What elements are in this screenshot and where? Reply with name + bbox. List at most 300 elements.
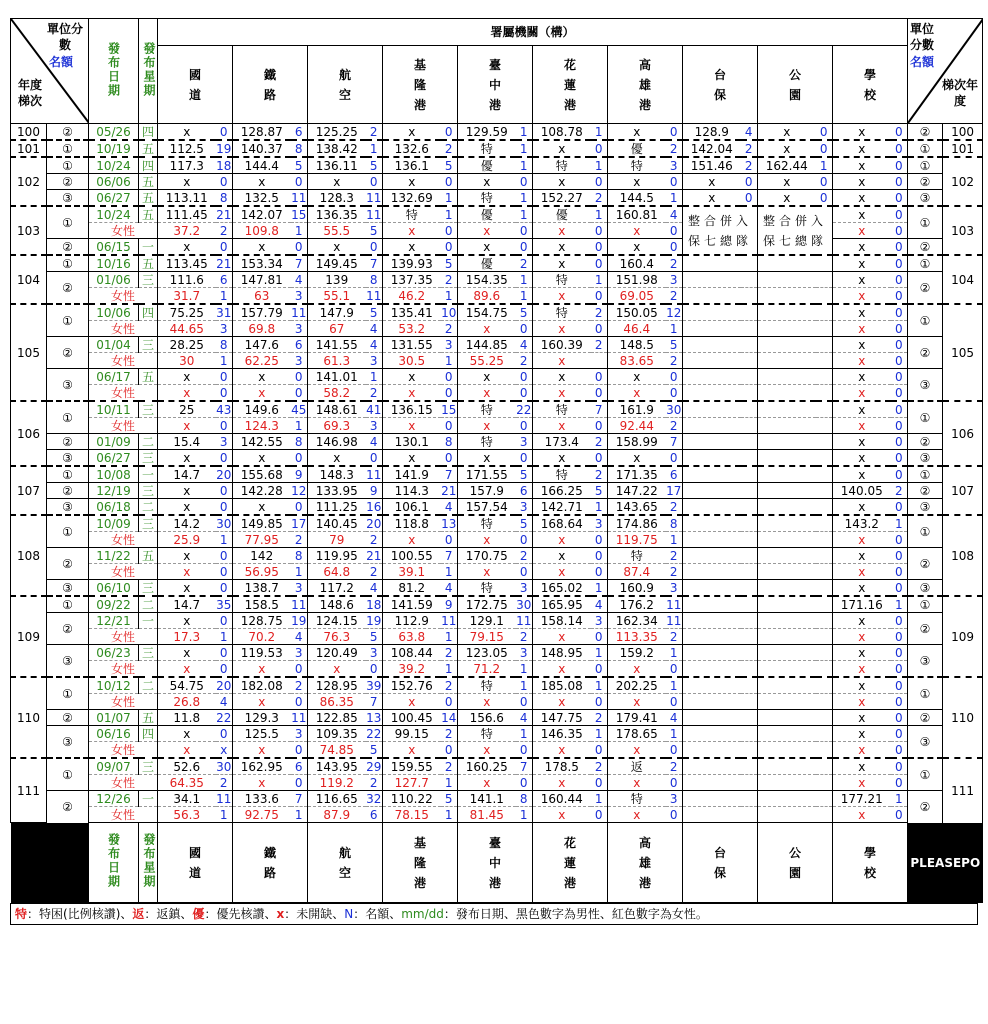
score-cell — [758, 434, 816, 450]
quota-cell: 45 — [291, 402, 307, 417]
quota-cell: 1 — [291, 418, 308, 434]
year-cell: 106 — [11, 401, 47, 466]
quota-cell: 4 — [441, 580, 458, 597]
quota-cell: 0 — [441, 418, 458, 434]
score-cell: 160.9 — [608, 580, 666, 597]
quota-cell: 0 — [516, 223, 533, 239]
quota-cell: 0 — [891, 288, 908, 305]
score-cell: x — [833, 580, 891, 597]
score-cell: 特 — [458, 140, 516, 157]
quota-cell — [741, 710, 758, 726]
score-cell: 149.45 — [308, 255, 366, 272]
quota-cell: 0 — [816, 174, 833, 190]
table-row — [11, 434, 983, 450]
quota-cell — [816, 775, 833, 791]
quota-cell: 4 — [366, 321, 383, 337]
legend-unopened-desc: ：未開缺、 — [284, 907, 345, 921]
quota-cell: 3 — [291, 353, 308, 369]
score-cell: x — [608, 385, 666, 402]
score-cell: 148.6 — [308, 596, 366, 613]
table-row — [11, 677, 983, 694]
table-row — [11, 418, 983, 434]
score-cell: 優 — [608, 140, 666, 157]
score-cell: x — [533, 532, 591, 548]
quota-cell: 22 — [516, 402, 532, 417]
quota-cell: 1 — [666, 532, 683, 548]
score-cell: 157.54 — [458, 499, 516, 516]
score-cell: x — [833, 694, 891, 710]
table-row — [11, 450, 983, 467]
quota-cell — [741, 694, 758, 710]
score-cell: x — [158, 499, 216, 516]
score-cell: x — [158, 418, 216, 434]
weekday-cell: 三 — [139, 450, 158, 467]
score-cell: 77.95 — [233, 532, 291, 548]
score-cell: 109.8 — [233, 223, 291, 239]
quota-cell: 22 — [216, 710, 232, 725]
quota-cell: 20 — [216, 467, 232, 482]
score-cell: 162.44 — [758, 157, 816, 174]
quota-cell: 11 — [366, 467, 382, 482]
weekday-cell: 一 — [139, 239, 158, 256]
stage-cell-right: ① — [908, 758, 943, 791]
corner-right — [908, 19, 983, 124]
quota-cell: 0 — [516, 418, 533, 434]
quota-cell: 0 — [366, 450, 383, 467]
score-cell: x — [833, 401, 891, 418]
date-cell: 06/17 — [89, 369, 139, 385]
score-cell: x — [458, 532, 516, 548]
quota-cell: 0 — [891, 450, 908, 467]
org-header-6: 高雄港 — [607, 46, 682, 123]
table-row — [11, 206, 983, 223]
stage-cell: ① — [47, 596, 89, 613]
table-row — [11, 548, 983, 564]
score-cell: 151.98 — [608, 272, 666, 288]
quota-cell — [741, 775, 758, 791]
quota-cell: 0 — [591, 532, 608, 548]
score-cell: 99.15 — [383, 726, 441, 742]
score-cell — [758, 515, 816, 532]
score-cell: x — [158, 742, 216, 759]
score-cell — [758, 758, 816, 775]
date-cell: 01/09 — [89, 434, 139, 450]
quota-cell: 13 — [441, 516, 457, 531]
stage-cell-right: ① — [908, 255, 943, 272]
score-cell: 54.75 — [158, 677, 216, 694]
weekday-cell: 五 — [139, 548, 158, 564]
quota-cell: 0 — [516, 369, 533, 385]
table-row — [11, 532, 983, 548]
quota-cell: 1 — [441, 807, 458, 823]
quota-cell: 1 — [291, 564, 308, 580]
score-cell: 64.8 — [308, 564, 366, 580]
score-cell — [683, 483, 741, 499]
score-cell: 147.81 — [233, 272, 291, 288]
score-cell: 139.93 — [383, 255, 441, 272]
score-cell: 44.65 — [158, 321, 216, 337]
quota-cell: 0 — [891, 369, 908, 385]
score-cell: x — [833, 337, 891, 353]
score-cell: 119.95 — [308, 548, 366, 564]
score-cell: x — [833, 206, 891, 223]
quota-cell: 15 — [441, 402, 457, 417]
score-cell: 165.95 — [533, 596, 591, 613]
stage-cell: ② — [47, 548, 89, 580]
score-cell — [758, 645, 816, 661]
quota-cell: 8 — [366, 272, 383, 288]
stage-cell: ③ — [47, 190, 89, 207]
quota-cell: 1 — [666, 321, 683, 337]
quota-cell: 1 — [441, 353, 458, 369]
quota-cell: 2 — [216, 223, 233, 239]
score-cell: x — [383, 532, 441, 548]
score-cell: x — [833, 613, 891, 629]
year-cell: 108 — [11, 515, 47, 596]
score-cell: x — [308, 239, 366, 256]
score-cell — [758, 613, 816, 629]
quota-cell — [741, 742, 758, 759]
stage-cell-right: ③ — [908, 190, 943, 207]
quota-cell: 4 — [666, 206, 683, 223]
quota-cell: 1 — [591, 726, 608, 742]
weekday-cell: 一 — [139, 613, 158, 629]
stage-cell: ① — [47, 140, 89, 157]
footer-org-header-0: 國道 — [188, 845, 201, 880]
score-cell: 61.3 — [308, 353, 366, 369]
score-cell: 158.14 — [533, 613, 591, 629]
quota-cell: 5 — [516, 304, 533, 321]
quota-cell: 0 — [516, 321, 533, 337]
quota-cell: 5 — [366, 223, 383, 239]
score-cell: x — [533, 321, 591, 337]
footer-org-header — [158, 823, 908, 903]
score-cell: 89.6 — [458, 288, 516, 305]
score-cell — [683, 807, 741, 823]
quota-cell: 11 — [666, 597, 682, 612]
score-cell — [758, 807, 816, 823]
score-cell: x — [458, 564, 516, 580]
quota-cell: 1 — [891, 791, 908, 807]
quota-cell: 1 — [591, 272, 608, 288]
org-header-4: 臺中港 — [457, 46, 532, 123]
score-cell: x — [833, 710, 891, 726]
score-cell: x — [233, 385, 291, 402]
score-cell — [758, 483, 816, 499]
quota-cell: 13 — [366, 710, 382, 725]
score-cell: x — [833, 369, 891, 385]
date-cell: 10/09 — [89, 515, 139, 532]
score-cell: x — [833, 239, 891, 256]
date-cell: 01/07 — [89, 710, 139, 726]
quota-cell: 0 — [891, 190, 908, 207]
score-cell: x — [308, 661, 366, 678]
merged-note-cell — [758, 206, 833, 255]
quota-cell: 11 — [216, 791, 232, 806]
quota-cell: 1 — [666, 645, 683, 661]
footer-org-header-7: 台保 — [682, 823, 757, 902]
stage-cell-right: ① — [908, 304, 943, 337]
quota-cell — [816, 369, 833, 385]
score-cell: x — [383, 174, 441, 190]
score-cell: 87.9 — [308, 807, 366, 823]
score-cell: 151.46 — [683, 157, 741, 174]
quota-cell — [816, 596, 833, 613]
score-cell: 127.7 — [383, 775, 441, 791]
score-cell: x — [158, 580, 216, 597]
quota-cell: 1 — [216, 353, 233, 369]
quota-cell: 0 — [291, 239, 308, 256]
quota-cell: 4 — [516, 337, 533, 353]
score-cell: 特 — [383, 206, 441, 223]
score-cell: 178.5 — [533, 758, 591, 775]
weekday-cell: 二 — [139, 596, 158, 613]
date-cell: 06/10 — [89, 580, 139, 597]
quota-cell: 0 — [516, 385, 533, 402]
quota-cell: 3 — [291, 726, 308, 742]
quota-cell: 0 — [891, 645, 908, 661]
score-cell: x — [608, 661, 666, 678]
score-cell: 58.2 — [308, 385, 366, 402]
quota-cell: 22 — [366, 726, 382, 741]
quota-cell: 11 — [291, 710, 307, 725]
quota-cell: 0 — [591, 661, 608, 678]
quota-cell — [741, 807, 758, 823]
quota-cell: 2 — [666, 418, 683, 434]
score-cell: 28.25 — [158, 337, 216, 353]
score-cell: 39.2 — [383, 661, 441, 678]
date-cell: 06/16 — [89, 726, 139, 742]
female-label: 女性 — [89, 742, 158, 759]
weekday-cell: 三 — [139, 483, 158, 499]
score-cell: 124.15 — [308, 613, 366, 629]
score-cell: 46.2 — [383, 288, 441, 305]
quota-cell: 2 — [666, 758, 683, 775]
table-row — [11, 466, 983, 483]
quota-cell: 16 — [366, 499, 382, 514]
table-row — [11, 515, 983, 532]
score-cell: 147.22 — [608, 483, 666, 499]
quota-cell: 9 — [441, 596, 458, 613]
quota-cell: 1 — [366, 140, 383, 157]
quota-cell: 3 — [516, 434, 533, 450]
table-row — [11, 499, 983, 516]
quota-cell: 0 — [891, 710, 908, 726]
stage-cell-right: ③ — [908, 726, 943, 759]
date-cell: 01/04 — [89, 337, 139, 353]
weekday-cell: 四 — [139, 726, 158, 742]
score-cell: 173.4 — [533, 434, 591, 450]
score-cell: 158.99 — [608, 434, 666, 450]
score-cell: x — [308, 450, 366, 467]
quota-cell: 0 — [891, 466, 908, 483]
quota-cell — [741, 629, 758, 645]
table-row — [11, 223, 983, 239]
quota-cell: 2 — [366, 775, 383, 791]
quota-cell: 0 — [666, 385, 683, 402]
quota-cell: 8 — [516, 791, 533, 807]
score-cell — [758, 337, 816, 353]
quota-cell: 0 — [366, 239, 383, 256]
quota-cell: 5 — [441, 791, 458, 807]
score-cell: 138.42 — [308, 140, 366, 157]
table-row — [11, 580, 983, 597]
score-cell: 37.2 — [158, 223, 216, 239]
quota-cell — [741, 337, 758, 353]
date-cell: 05/26 — [89, 124, 139, 141]
quota-cell — [741, 353, 758, 369]
score-cell: 171.35 — [608, 466, 666, 483]
quota-cell: 11 — [291, 190, 307, 205]
table-row — [11, 807, 983, 823]
score-cell: 70.2 — [233, 629, 291, 645]
quota-cell: 0 — [216, 726, 233, 742]
footer-date-col: 發布日期 — [89, 823, 139, 903]
quota-cell: 10 — [441, 305, 457, 320]
quota-cell: 30 — [516, 597, 532, 612]
quota-cell — [741, 466, 758, 483]
quota-cell: 0 — [441, 532, 458, 548]
date-cell: 09/22 — [89, 596, 139, 613]
table-row — [11, 272, 983, 288]
date-cell: 09/07 — [89, 758, 139, 775]
score-cell: 144.4 — [233, 157, 291, 174]
legend-quota: N — [344, 907, 354, 921]
quota-cell — [741, 548, 758, 564]
quota-cell — [741, 613, 758, 629]
quota-cell — [816, 418, 833, 434]
score-cell: 111.25 — [308, 499, 366, 516]
score-cell: 優 — [533, 206, 591, 223]
score-cell: x — [233, 694, 291, 710]
quota-cell: 5 — [666, 337, 683, 353]
table-row — [11, 288, 983, 305]
score-cell: 138.7 — [233, 580, 291, 597]
quota-cell: 4 — [291, 272, 308, 288]
quota-cell: 6 — [216, 272, 233, 288]
quota-cell: 1 — [591, 791, 608, 807]
score-cell: x — [608, 807, 666, 823]
score-cell — [683, 596, 741, 613]
score-cell: x — [608, 369, 666, 385]
quota-cell — [741, 369, 758, 385]
quota-cell — [741, 401, 758, 418]
legend-return: 返 — [132, 907, 145, 921]
quota-cell: 1 — [516, 190, 533, 207]
table-row — [11, 775, 983, 791]
score-cell: x — [458, 239, 516, 256]
score-cell: 特 — [458, 515, 516, 532]
quota-cell: 0 — [891, 694, 908, 710]
quota-cell: 5 — [516, 466, 533, 483]
quota-cell: 0 — [216, 483, 233, 499]
quota-cell — [816, 304, 833, 321]
score-cell — [758, 385, 816, 402]
quota-cell: 0 — [891, 661, 908, 678]
quota-cell: 2 — [666, 548, 683, 564]
quota-cell — [816, 272, 833, 288]
quota-cell: 2 — [741, 140, 758, 157]
quota-cell — [741, 677, 758, 694]
score-cell: 142.04 — [683, 140, 741, 157]
score-cell: 142.71 — [533, 499, 591, 516]
table-row — [11, 629, 983, 645]
quota-cell: 2 — [441, 758, 458, 775]
score-cell: 123.05 — [458, 645, 516, 661]
score-cell: 160.81 — [608, 206, 666, 223]
quota-cell — [741, 272, 758, 288]
quota-cell — [741, 483, 758, 499]
score-cell: 74.85 — [308, 742, 366, 759]
quota-cell: 6 — [291, 124, 308, 141]
quota-cell: 0 — [891, 385, 908, 402]
score-cell: 128.75 — [233, 613, 291, 629]
score-cell: 14.2 — [158, 515, 216, 532]
score-cell — [758, 564, 816, 580]
quota-cell: 0 — [441, 742, 458, 759]
park-merge-note: 整合併入保七總隊 — [762, 213, 827, 248]
quota-cell: 1 — [516, 807, 533, 823]
org-group-title: 署屬機關（構） — [158, 19, 907, 46]
score-cell: 83.65 — [608, 353, 666, 369]
score-cell — [758, 532, 816, 548]
taibao-merge-note: 整合併入保七總隊 — [687, 213, 752, 248]
quota-cell: 2 — [291, 532, 308, 548]
quota-cell: 7 — [441, 466, 458, 483]
score-cell — [758, 580, 816, 597]
quota-cell: 0 — [216, 174, 233, 190]
quota-cell: 0 — [591, 775, 608, 791]
score-cell: 137.35 — [383, 272, 441, 288]
quota-cell: 0 — [891, 304, 908, 321]
quota-cell: 8 — [291, 434, 308, 450]
score-cell: 148.95 — [533, 645, 591, 661]
quota-cell: 0 — [441, 174, 458, 190]
quota-cell: 21 — [216, 207, 232, 222]
quota-cell: 1 — [666, 190, 683, 207]
score-cell — [683, 321, 741, 337]
quota-cell: 0 — [216, 564, 233, 580]
score-cell — [758, 775, 816, 791]
year-cell: 103 — [11, 206, 47, 255]
score-cell: x — [833, 807, 891, 823]
weekday-cell: 四 — [139, 124, 158, 141]
quota-cell: 2 — [516, 353, 533, 369]
score-cell: 144.5 — [608, 190, 666, 207]
quota-cell: 1 — [441, 564, 458, 580]
female-label: 女性 — [89, 288, 158, 305]
score-cell: x — [383, 369, 441, 385]
quota-cell: 8 — [291, 140, 308, 157]
score-cell: 141.9 — [383, 466, 441, 483]
female-label: 女性 — [89, 775, 158, 791]
quota-cell: 0 — [591, 385, 608, 402]
quota-cell: 0 — [891, 532, 908, 548]
score-cell: 39.1 — [383, 564, 441, 580]
stage-cell: ② — [47, 272, 89, 305]
stage-cell: ① — [47, 255, 89, 272]
year-cell-right: 111 — [943, 758, 983, 823]
score-cell: 140.37 — [233, 140, 291, 157]
score-cell: 111.45 — [158, 206, 216, 223]
quota-cell — [816, 450, 833, 467]
score-cell: x — [383, 694, 441, 710]
score-cell — [683, 515, 741, 532]
score-cell: 112.9 — [383, 613, 441, 629]
table-row — [11, 321, 983, 337]
quota-cell: 4 — [666, 710, 683, 726]
quota-cell: 3 — [591, 613, 608, 629]
